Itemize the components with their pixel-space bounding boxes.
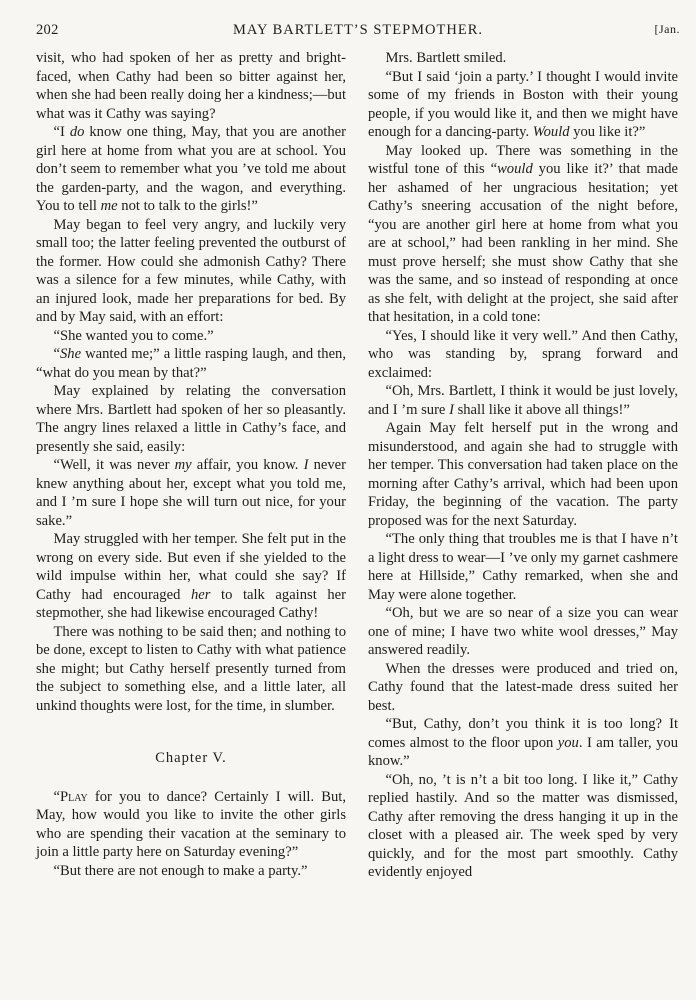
emphasis: do bbox=[69, 124, 85, 140]
paragraph: “She wanted you to come.” bbox=[53, 327, 214, 344]
paragraph: “Yes, I should like it very well.” And then Cathy, who was standing by, sprang forward and exclaimed: bbox=[368, 327, 678, 381]
emphasis: She bbox=[60, 346, 82, 362]
paragraph: Again May felt herself put in the wrong and misunderstood, and again she had to struggle with her temper. This conversation had taken place on the morning after Cathy’s arrival, which had been upon Friday, the beginning of the vacation. The party proposed was for the next Saturday. bbox=[368, 420, 678, 529]
page-number: 202 bbox=[36, 22, 59, 38]
text-run: “But I said ‘join a party.’ I thought I would invite some of my friends in Boston with their young people, if you would like it, and then we might have enough for a dancing-party. bbox=[368, 68, 678, 140]
text-run: to talk against her stepmother, she had likewise encouraged Cathy! bbox=[36, 586, 346, 621]
small-caps-opening: “Play bbox=[53, 788, 88, 805]
text-run: never knew anything about her, except what you told me, and I ’m sure I hope she will turn out nice, for your sake.” bbox=[36, 457, 346, 529]
emphasis: me bbox=[100, 198, 118, 214]
text-run: affair, you know. bbox=[191, 457, 304, 473]
paragraph bbox=[368, 382, 678, 419]
emphasis: you bbox=[557, 734, 579, 751]
text-run: . I am taller, you know.” bbox=[368, 734, 678, 769]
paragraph bbox=[36, 123, 346, 216]
text-run: wanted me;” a little rasping laugh, and then, “what do you mean by that?” bbox=[36, 346, 346, 381]
paragraph bbox=[368, 68, 678, 142]
paragraph bbox=[36, 456, 346, 530]
text-run: “ bbox=[53, 346, 60, 362]
paragraph bbox=[36, 530, 346, 623]
paragraph: There was nothing to be said then; and nothing to be done, except to listen to Cathy with what patience she might; but Cathy herself presently turned from the subject to something else, and a little later, all unkind thoughts were lost, for the time, in slumber. bbox=[36, 623, 346, 714]
text-run: you like it?’ that made her ashamed of her ungracious hesitation; yet Cathy’s sneering accusation of the night before, “you are another girl here at home from what you are at school,” had been rankling in her mind. She must prove herself; she must show Cathy that she was the same, and so instead of responding at once as she felt, with delight at the project, she said after that hesitation, in a cold tone: bbox=[368, 161, 678, 325]
paragraph: “Oh, no, ’t is n’t a bit too long. I like it,” Cathy replied hastily. And so the matter was dismissed, Cathy after removing the dress hanging it up in the closet with a pleased air. The week sped by very quickly, and for the most part smoothly. Cathy evidently enjoyed bbox=[368, 771, 678, 880]
left-column bbox=[36, 49, 346, 880]
paragraph: visit, who had spoken of her as pretty and bright-faced, when Cathy had been so bitter against her, when she had been really doing her a kindness;—but what was it Cathy was saying? bbox=[36, 50, 346, 122]
text-run: shall like it above all things!” bbox=[453, 401, 630, 418]
right-column bbox=[368, 49, 678, 882]
text-run: May looked up. There was something in the wistful tone of this “ bbox=[368, 142, 678, 177]
text-run: “I bbox=[53, 124, 70, 140]
paragraph bbox=[368, 142, 678, 327]
paragraph: “Oh, but we are so near of a size you can wear one of mine; I have two white wool dresses,” May answered readily. bbox=[368, 605, 678, 658]
paragraph: “But there are not enough to make a party.” bbox=[53, 862, 308, 879]
paragraph: When the dresses were produced and tried on, Cathy found that the latest-made dress suited her best. bbox=[368, 660, 678, 714]
paragraph bbox=[36, 788, 346, 862]
emphasis: I bbox=[449, 401, 454, 418]
running-date: [Jan. bbox=[654, 22, 680, 36]
paragraph: May began to feel very angry, and luckily very small too; the latter feeling prevented the outburst of the former. How could she admonish Cathy? There was a silence for a few minutes, while Cathy, with an injured look, made her preparations for bed. By and by May said, with an effort: bbox=[36, 216, 346, 325]
text-run: for you to dance? Certainly I will. But, May, how would you like to invite the other girls who are spending their vacation at the seminary to join a little party here on Saturday evening?” bbox=[36, 788, 346, 860]
text-run: May struggled with her temper. She felt put in the wrong on every side. But even if she yielded to the wild impulse within her, what could she say? If Cathy had encouraged bbox=[36, 531, 346, 603]
text-run: “Oh, Mrs. Bartlett, I think it would be just lovely, and I ’m sure bbox=[368, 383, 678, 418]
paragraph: Mrs. Bartlett smiled. bbox=[385, 50, 507, 66]
emphasis: her bbox=[190, 586, 211, 603]
emphasis: my bbox=[174, 457, 192, 473]
chapter-heading: Chapter V. bbox=[155, 750, 227, 766]
emphasis: would bbox=[497, 161, 533, 177]
paragraph: “The only thing that troubles me is that I have n’t a light dress to wear—I ’ve only my garnet cashmere here at Hillside,” Cathy remarked, when she and May were alone together. bbox=[368, 531, 679, 603]
text-run: “But, Cathy, don’t you think it is too long? It comes almost to the floor upon bbox=[368, 716, 678, 751]
running-title: MAY BARTLETT’S STEPMOTHER. bbox=[232, 22, 484, 38]
emphasis: I bbox=[303, 457, 309, 473]
paragraph bbox=[36, 345, 346, 382]
paragraph bbox=[368, 715, 678, 771]
paragraph: May explained by relating the conversation where Mrs. Bartlett had spoken of her so pleasantly. The angry lines relaxed a little in Cathy’s face, and presently she said, easily: bbox=[36, 383, 346, 455]
text-run: you like it?” bbox=[569, 124, 646, 140]
text-run: know one thing, May, that you are another girl here at home from what you are at school. You don’t seem to remember what you ’ve told me about the garden-party, and the wagon, and everything. You to tell bbox=[36, 124, 346, 214]
text-run: not to talk to the girls!” bbox=[117, 198, 258, 214]
emphasis: Would bbox=[532, 124, 570, 140]
running-head bbox=[36, 22, 680, 42]
text-run: “Well, it was never bbox=[53, 457, 175, 473]
